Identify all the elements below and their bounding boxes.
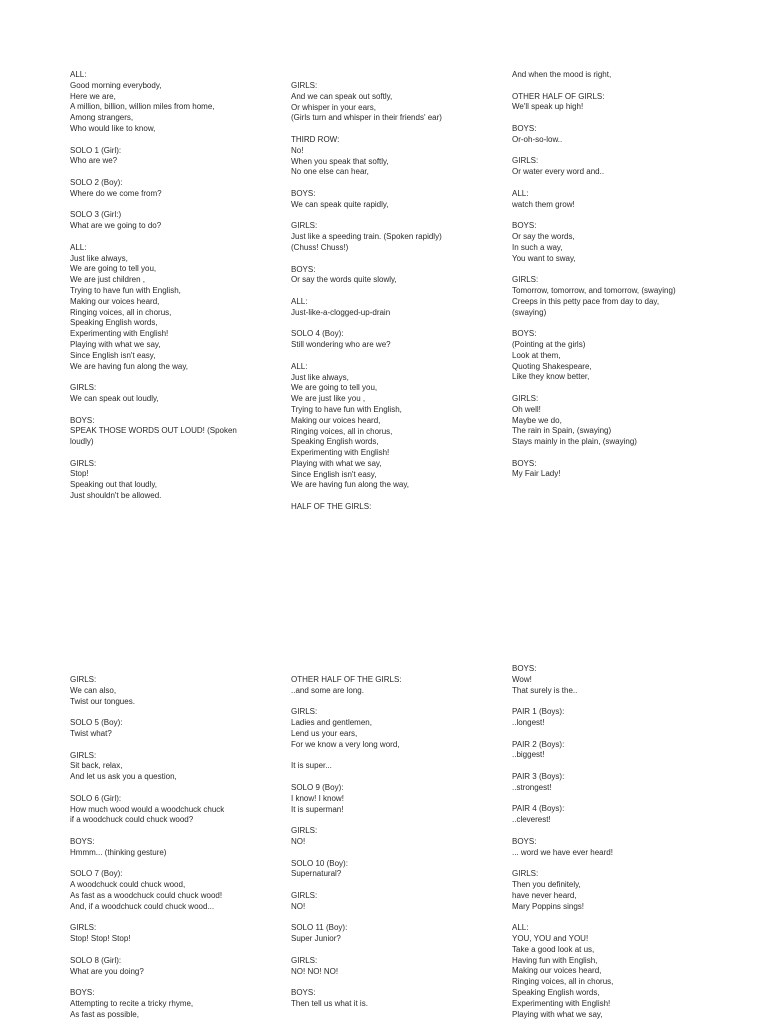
block-heading-line: OTHER HALF OF GIRLS: [512, 91, 605, 101]
block-heading-line: GIRLS: [70, 750, 97, 760]
script-line: No! [291, 145, 304, 155]
script-line: Or whisper in your ears, [291, 102, 376, 112]
script-block [291, 675, 511, 697]
script-block [512, 664, 732, 696]
script-line: We can speak quite rapidly, [291, 199, 389, 209]
script-line: Wow! [512, 674, 532, 684]
script-line: Just shouldn't be allowed. [70, 491, 162, 501]
script-block [70, 718, 290, 740]
script-block [291, 826, 511, 848]
script-line: Making our voices heard, [291, 415, 381, 425]
script-block [512, 92, 732, 114]
block-heading-line: BOYS: [512, 836, 537, 846]
script-line: In such a way, [512, 242, 563, 252]
script-line: Just-like-a-clogged-up-drain [291, 307, 391, 317]
block-heading-line: SOLO 2 (Boy): [70, 177, 123, 187]
script-block [70, 459, 290, 502]
script-line: ..longest! [512, 717, 545, 727]
block-heading-line: BOYS: [70, 415, 95, 425]
script-block [70, 146, 290, 168]
block-heading-line: GIRLS: [291, 707, 318, 717]
block-gap [291, 848, 511, 859]
script-line: Just like a speeding train. (Spoken rapidly) [291, 232, 442, 242]
script-line: GIRLS: [70, 383, 97, 393]
block-heading-line: ALL: [512, 188, 529, 198]
script-line: For we know a very long word, [291, 739, 400, 749]
block-gap [512, 178, 732, 189]
block-gap [291, 491, 511, 502]
script-line: Playing with what we say, [291, 458, 382, 468]
block-gap [291, 751, 511, 762]
script-line: We are just like you , [291, 394, 366, 404]
script-line: have never heard, [512, 890, 577, 900]
script-line: ..cleverest! [512, 815, 551, 825]
script-block [291, 297, 511, 319]
block-heading-line: GIRLS: [512, 156, 539, 166]
block-gap [70, 707, 290, 718]
block-gap [291, 772, 511, 783]
block-heading-line: BOYS: [512, 329, 537, 339]
script-block [291, 707, 511, 750]
block-gap [512, 448, 732, 459]
block-heading-line: GIRLS: [70, 675, 97, 684]
script-line: ..and some are long. [291, 685, 364, 695]
script-block [512, 772, 732, 794]
script-line: Mary Poppins sings! [512, 901, 585, 911]
block-heading-line: THIRD ROW: [291, 134, 340, 144]
block-heading-line: GIRLS: [291, 221, 318, 231]
script-block [512, 124, 732, 146]
script-block [512, 189, 732, 211]
script-line: We are just children , [70, 275, 145, 285]
column-bottom-right [512, 664, 732, 1020]
script-line: Tomorrow, tomorrow, and tomorrow, (swaying) [512, 285, 676, 295]
script-line: NO! [291, 901, 306, 911]
script-line: What are we going to do? [70, 221, 162, 231]
script-line: We are having fun along the way, [291, 480, 409, 490]
block-gap [291, 211, 511, 222]
script-block [70, 794, 290, 826]
script-line: Speaking English words, [291, 437, 379, 447]
script-block [70, 869, 290, 912]
block-gap [291, 697, 511, 708]
script-block [512, 275, 732, 318]
column-bottom-left [70, 675, 290, 1021]
script-line: Twist our tongues. [70, 696, 135, 706]
script-block [512, 329, 732, 383]
script-line: Lend us your ears, [291, 728, 358, 738]
block-gap [70, 405, 290, 416]
script-block [291, 329, 511, 351]
script-line: As fast as possible, [70, 1009, 139, 1019]
script-line: ... word we have ever heard! [512, 847, 613, 857]
script-block [512, 394, 732, 448]
script-block [512, 221, 732, 264]
script-line: Trying to have fun with English, [70, 285, 181, 295]
script-block [512, 804, 732, 826]
script-line: Experimenting with English! [70, 329, 169, 339]
script-line: NO! NO! NO! [291, 966, 339, 976]
script-block [512, 156, 732, 178]
script-line: Or say the words quite slowly, [291, 275, 397, 285]
script-line: Like they know better, [512, 372, 590, 382]
block-heading-line: BOYS: [512, 664, 537, 673]
block-heading-line: GIRLS: [512, 393, 539, 403]
script-line: (Girls turn and whisper in their friends' ear) [291, 113, 442, 123]
script-line: Or-oh-so-low.. [512, 134, 563, 144]
block-heading-line: GIRLS: [70, 458, 97, 468]
script-block [512, 869, 732, 912]
script-line: NO! [291, 836, 306, 846]
block-heading-line: HALF OF THE GIRLS: [291, 502, 372, 512]
column-bottom-middle [291, 675, 511, 1010]
block-gap [512, 264, 732, 275]
script-block [291, 891, 511, 913]
script-line: Just like always, [291, 372, 349, 382]
script-line: (Pointing at the girls) [512, 339, 586, 349]
script-line: We are going to tell you, [291, 383, 378, 393]
script-line: Look at them, [512, 350, 561, 360]
script-line: Making our voices heard, [512, 966, 602, 976]
script-line: When you speak that softly, [291, 156, 389, 166]
block-gap [291, 815, 511, 826]
script-line: Ladies and gentlemen, [291, 718, 372, 728]
block-gap [512, 113, 732, 124]
block-gap [291, 286, 511, 297]
script-line: Super Junior? [291, 934, 341, 944]
block-heading-line: SOLO 4 (Boy): [291, 329, 344, 339]
block-gap [70, 740, 290, 751]
script-line: Playing with what we say, [70, 339, 161, 349]
script-line: Here we are, [70, 91, 116, 101]
script-block [512, 923, 732, 1020]
block-heading-line: ALL: [291, 296, 308, 306]
script-line: Ringing voices, all in chorus, [512, 977, 614, 987]
block-gap [512, 318, 732, 329]
block-heading-line: BOYS: [512, 458, 537, 468]
block-heading-line: It is super... [291, 761, 332, 771]
block-gap [512, 729, 732, 740]
block-gap [512, 794, 732, 805]
script-block [291, 221, 511, 253]
block-gap [291, 977, 511, 988]
script-line: Since English isn't easy, [70, 350, 156, 360]
block-gap [70, 859, 290, 870]
script-line: Just like always, [70, 253, 128, 263]
block-gap [70, 945, 290, 956]
block-gap [70, 826, 290, 837]
block-heading-line: And when the mood is right, [512, 70, 612, 79]
script-line: Or say the words, [512, 231, 575, 241]
script-block [70, 243, 290, 373]
script-block [291, 988, 511, 1010]
block-heading-line: BOYS: [291, 264, 316, 274]
block-gap [512, 826, 732, 837]
block-gap [70, 167, 290, 178]
script-block [291, 859, 511, 881]
block-heading-line: GIRLS: [512, 275, 539, 285]
script-block [512, 740, 732, 762]
block-heading-line: SOLO 3 (Girl:) [70, 210, 122, 220]
script-block [70, 70, 290, 135]
script-line: How much wood would a woodchuck chuck [70, 804, 225, 814]
block-gap [512, 761, 732, 772]
script-line: And we can speak out softly, [291, 91, 393, 101]
block-gap [70, 135, 290, 146]
script-block [70, 923, 290, 945]
script-line: Then you definitely, [512, 879, 581, 889]
script-line: We'll speak up high! [512, 102, 584, 112]
block-heading-line: GIRLS: [512, 869, 539, 879]
block-gap [291, 178, 511, 189]
block-gap [512, 696, 732, 707]
script-line: Hmmm... (thinking gesture) [70, 847, 167, 857]
script-block [291, 189, 511, 211]
block-heading-line: SOLO 11 (Boy): [291, 923, 348, 933]
script-line: Speaking English words, [70, 318, 158, 328]
script-block [70, 751, 290, 783]
script-line: Twist what? [70, 728, 112, 738]
script-line: Maybe we do, [512, 415, 562, 425]
block-heading-line: GIRLS: [291, 890, 318, 900]
script-line: Then tell us what it is. [291, 998, 368, 1008]
script-line: No one else can hear, [291, 167, 369, 177]
script-line: Trying to have fun with English, [291, 404, 402, 414]
script-block [70, 178, 290, 200]
script-line: Speaking out that loudly, [70, 480, 158, 490]
script-line: watch them grow! [512, 199, 575, 209]
script-line: Experimenting with English! [291, 448, 390, 458]
script-line: And let us ask you a question, [70, 772, 177, 782]
script-line: ..biggest! [512, 750, 545, 760]
script-line: We are having fun along the way, [70, 361, 188, 371]
block-gap [70, 977, 290, 988]
script-block [70, 837, 290, 859]
script-block [70, 210, 290, 232]
script-block [291, 362, 511, 492]
block-heading-line: GIRLS: [70, 923, 97, 933]
script-line: As fast as a woodchuck could chuck wood! [70, 890, 223, 900]
block-gap [291, 254, 511, 265]
block-gap [512, 383, 732, 394]
script-line: loudly) [70, 437, 94, 447]
script-line: Supernatural? [291, 869, 342, 879]
block-heading-line: BOYS: [70, 836, 95, 846]
column-top-left [70, 70, 290, 502]
block-heading-line: SOLO 5 (Boy): [70, 718, 123, 728]
script-line: Take a good look at us, [512, 944, 595, 954]
script-line: The rain in Spain, (swaying) [512, 426, 612, 436]
script-line: You want to sway, [512, 253, 576, 263]
block-gap [512, 146, 732, 157]
block-gap [291, 319, 511, 330]
block-gap [512, 210, 732, 221]
script-line: Stays mainly in the plain, (swaying) [512, 437, 637, 447]
script-line: Among strangers, [70, 113, 134, 123]
script-line: Stop! Stop! Stop! [70, 934, 131, 944]
script-line: ..strongest! [512, 782, 552, 792]
block-gap [512, 912, 732, 923]
block-heading-line: OTHER HALF OF THE GIRLS: [291, 675, 402, 684]
block-heading-line: ALL: [512, 923, 529, 933]
script-block [291, 502, 511, 513]
script-line: Oh well! [512, 404, 541, 414]
block-heading-line: SOLO 9 (Boy): [291, 782, 344, 792]
script-line: Where do we come from? [70, 188, 162, 198]
block-heading-line: ALL: [291, 361, 308, 371]
script-line: Still wondering who are we? [291, 340, 391, 350]
block-gap [291, 880, 511, 891]
script-block [512, 70, 732, 81]
script-block [70, 675, 290, 707]
script-line: Who are we? [70, 156, 118, 166]
script-line: Speaking English words, [512, 987, 600, 997]
script-block [291, 923, 511, 945]
block-heading-line: BOYS: [512, 221, 537, 231]
block-heading-line: ALL: [70, 242, 87, 252]
script-line: Stop! [70, 469, 89, 479]
block-gap [291, 351, 511, 362]
block-heading-line: SOLO 7 (Boy): [70, 869, 123, 879]
block-heading-line: BOYS: [291, 988, 316, 998]
block-gap [70, 372, 290, 383]
script-line: We are going to tell you, [70, 264, 157, 274]
script-block [291, 135, 511, 178]
script-line: Who would like to know, [70, 123, 156, 133]
script-line: What are you doing? [70, 966, 144, 976]
script-block [70, 383, 290, 405]
script-block [512, 837, 732, 859]
block-heading-line: PAIR 2 (Boys): [512, 739, 565, 749]
script-line: Playing with what we say, [512, 1009, 603, 1019]
script-line: A woodchuck could chuck wood, [70, 880, 186, 890]
script-line: (Chuss! Chuss!) [291, 242, 349, 252]
script-line: Or water every word and.. [512, 167, 605, 177]
script-line: I know! I know! [291, 793, 344, 803]
script-line: That surely is the.. [512, 685, 578, 695]
block-heading-line: ALL: [70, 70, 87, 79]
script-line: We can speak out loudly, [70, 393, 159, 403]
block-heading-line: BOYS: [512, 123, 537, 133]
script-line: Ringing voices, all in chorus, [70, 307, 172, 317]
block-gap [291, 124, 511, 135]
script-line: And, if a woodchuck could chuck wood... [70, 901, 215, 911]
script-line: Making our voices heard, [70, 296, 160, 306]
script-line: SPEAK THOSE WORDS OUT LOUD! (Spoken [70, 426, 237, 436]
script-line: (swaying) [512, 307, 547, 317]
script-line: Ringing voices, all in chorus, [291, 426, 393, 436]
block-heading-line: SOLO 10 (Boy): [291, 858, 348, 868]
script-block [512, 459, 732, 481]
block-gap [512, 858, 732, 869]
block-gap [70, 783, 290, 794]
block-gap [291, 913, 511, 924]
script-line: Experimenting with English! [512, 998, 611, 1008]
block-heading-line: PAIR 1 (Boys): [512, 707, 565, 717]
block-heading-line: GIRLS: [291, 826, 318, 836]
column-top-middle [291, 81, 511, 513]
script-block [70, 988, 290, 1020]
block-heading-line: GIRLS: [291, 955, 318, 965]
column-top-right [512, 70, 732, 480]
script-block [70, 416, 290, 448]
block-heading-line: BOYS: [291, 188, 316, 198]
block-gap [70, 232, 290, 243]
block-heading-line: PAIR 4 (Boys): [512, 804, 565, 814]
script-line: Good morning everybody, [70, 80, 162, 90]
block-heading-line: BOYS: [70, 988, 95, 998]
script-line: YOU, YOU and YOU! [512, 933, 589, 943]
script-line: Quoting Shakespeare, [512, 361, 592, 371]
script-line: Since English isn't easy, [291, 469, 377, 479]
script-line: It is superman! [291, 804, 344, 814]
script-block [291, 265, 511, 287]
script-line: Having fun with English, [512, 955, 598, 965]
script-block [291, 761, 511, 772]
script-line: We can also, [70, 685, 117, 695]
block-heading-line: PAIR 3 (Boys): [512, 771, 565, 781]
script-block [512, 707, 732, 729]
script-line: Creeps in this petty pace from day to day, [512, 296, 660, 306]
script-block [291, 81, 511, 124]
script-block [291, 956, 511, 978]
block-heading-line: GIRLS: [291, 81, 318, 90]
script-block [291, 783, 511, 815]
script-block [70, 956, 290, 978]
script-line: A million, billion, willion miles from home, [70, 102, 215, 112]
block-heading-line: SOLO 1 (Girl): [70, 145, 122, 155]
script-line: if a woodchuck could chuck wood? [70, 815, 194, 825]
block-gap [70, 448, 290, 459]
script-line: Attempting to recite a tricky rhyme, [70, 998, 194, 1008]
block-heading-line: SOLO 8 (Girl): [70, 955, 122, 965]
block-gap [512, 81, 732, 92]
block-heading-line: SOLO 6 (Girl): [70, 793, 122, 803]
block-gap [291, 945, 511, 956]
script-line: My Fair Lady! [512, 469, 561, 479]
block-gap [70, 913, 290, 924]
script-line: Sit back, relax, [70, 761, 123, 771]
block-gap [70, 200, 290, 211]
